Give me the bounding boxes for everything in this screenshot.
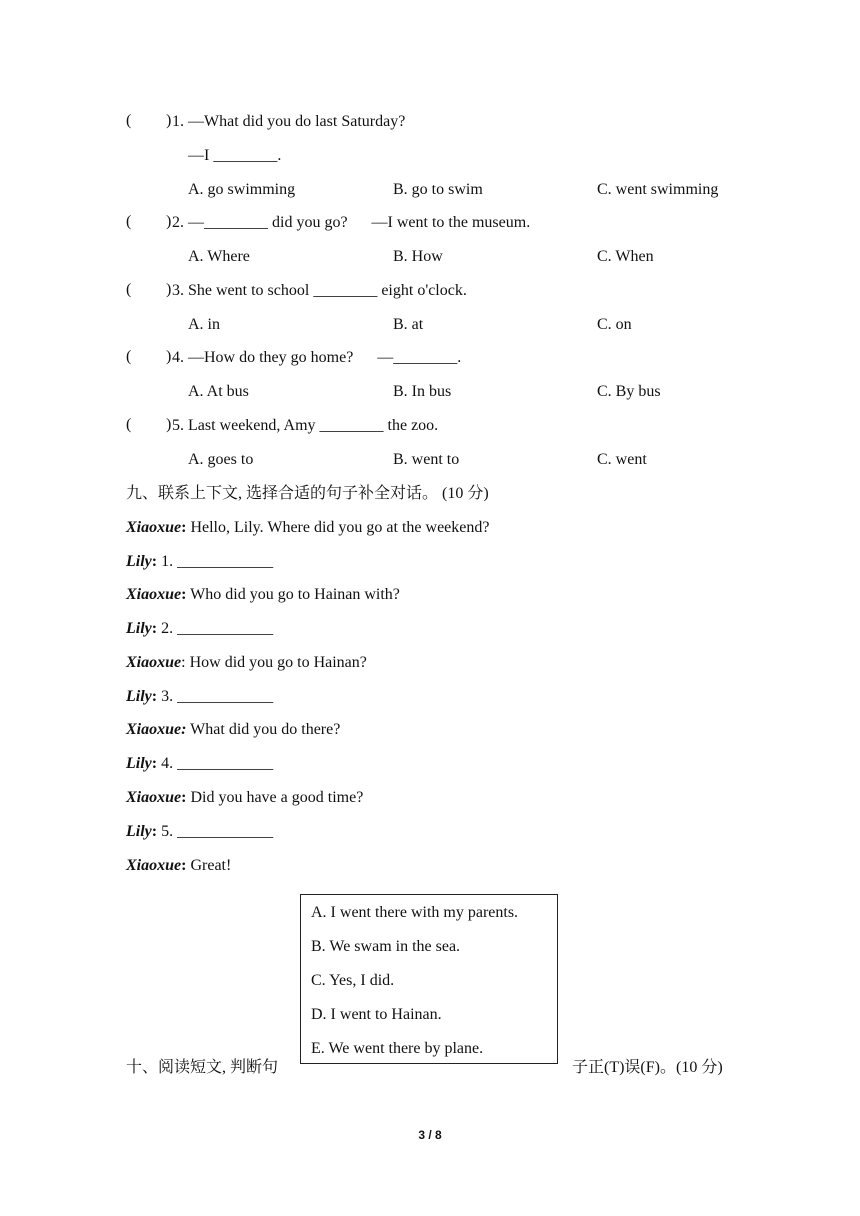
answer-paren-open: (: [126, 348, 132, 365]
answer-paren-close: ): [166, 213, 172, 230]
question-text: 3. She went to school ________ eight o'clock.: [172, 282, 467, 299]
answer-paren-open: (: [126, 416, 132, 433]
dialog-text: 4. ____________: [157, 755, 274, 772]
answer-paren-close: ): [166, 348, 172, 365]
dialog-line: [126, 552, 273, 572]
speaker-colon: :: [151, 553, 158, 570]
page-number: 3 / 8: [418, 1128, 442, 1142]
speaker-name: Lily: [126, 755, 152, 772]
answer-paren-open: (: [126, 112, 132, 129]
option-b: B. went to: [393, 451, 460, 468]
option-c: C. By bus: [597, 383, 661, 400]
option-a: A. At bus: [188, 383, 249, 400]
dialog-line: [126, 788, 363, 808]
dialog-line: [126, 754, 273, 774]
speaker-name: Xiaoxue: [126, 586, 182, 603]
speaker-name: Xiaoxue: [126, 654, 182, 671]
answer-paren-close: ): [166, 112, 172, 129]
speaker-colon: :: [181, 586, 187, 603]
option-a: A. goes to: [188, 451, 254, 468]
speaker-colon: :: [181, 519, 187, 536]
section-9-title: 九、联系上下文, 选择合适的句子补全对话。 (10 分): [126, 485, 489, 502]
dialog-line: [126, 585, 400, 605]
question-text: 5. Last weekend, Amy ________ the zoo.: [172, 417, 439, 434]
question-text: 2. —________ did you go? —I went to the museum.: [172, 214, 531, 231]
options-box: [300, 894, 558, 1064]
answer-paren-close: ): [166, 281, 172, 298]
option-a: A. I went there with my parents.: [311, 904, 519, 921]
section-10-title-right: 子正(T)误(F)。(10 分): [572, 1059, 723, 1076]
answer-paren-open: (: [126, 213, 132, 230]
dialog-line: [126, 687, 273, 707]
dialog-line: [126, 619, 273, 639]
dialog-line: [126, 856, 231, 876]
dialog-text: Great!: [186, 857, 232, 874]
option-b: B. We swam in the sea.: [311, 938, 461, 955]
answer-paren-open: (: [126, 281, 132, 298]
option-c: C. When: [597, 248, 654, 265]
option-b: B. In bus: [393, 383, 452, 400]
speaker-name: Lily: [126, 553, 152, 570]
speaker-colon: :: [181, 857, 187, 874]
dialog-line: [126, 518, 489, 538]
speaker-colon: :: [151, 823, 158, 840]
dialog-text: 5. ____________: [157, 823, 274, 840]
speaker-colon: :: [181, 789, 187, 806]
option-e: E. We went there by plane.: [311, 1040, 484, 1057]
speaker-name: Xiaoxue: [126, 789, 182, 806]
dialog-text: Who did you go to Hainan with?: [186, 586, 400, 603]
speaker-name: Lily: [126, 823, 152, 840]
question-text: 4. —How do they go home? —________.: [172, 349, 462, 366]
speaker-name: Lily: [126, 620, 152, 637]
dialog-text: What did you do there?: [186, 721, 341, 738]
option-b: B. go to swim: [393, 181, 483, 198]
section-10-title-left: 十、阅读短文, 判断句: [126, 1059, 279, 1076]
dialog-text: 1. ____________: [157, 553, 274, 570]
dialog-text: 3. ____________: [157, 688, 274, 705]
dialog-text: Hello, Lily. Where did you go at the weekend?: [186, 519, 490, 536]
option-c: C. went swimming: [597, 181, 719, 198]
dialog-line: [126, 653, 367, 673]
option-b: B. How: [393, 248, 443, 265]
option-a: A. in: [188, 316, 220, 333]
option-a: A. Where: [188, 248, 250, 265]
option-b: B. at: [393, 316, 424, 333]
question-line-2: —I ________.: [188, 147, 282, 164]
speaker-colon: :: [151, 620, 158, 637]
speaker-colon: :: [151, 688, 158, 705]
speaker-colon: :: [181, 654, 186, 671]
speaker-name: Lily: [126, 688, 152, 705]
speaker-name: Xiaoxue: [126, 519, 182, 536]
option-c: C. Yes, I did.: [311, 972, 395, 989]
option-c: C. on: [597, 316, 632, 333]
question-text: 1. —What did you do last Saturday?: [172, 113, 406, 130]
dialog-text: How did you go to Hainan?: [185, 654, 367, 671]
speaker-colon: :: [151, 755, 158, 772]
option-d: D. I went to Hainan.: [311, 1006, 442, 1023]
dialog-line: [126, 822, 273, 842]
speaker-name: Xiaoxue: [126, 857, 182, 874]
dialog-line: [126, 720, 340, 740]
speaker-name: Xiaoxue:: [126, 721, 187, 738]
option-c: C. went: [597, 451, 647, 468]
option-a: A. go swimming: [188, 181, 296, 198]
dialog-text: Did you have a good time?: [186, 789, 364, 806]
answer-paren-close: ): [166, 416, 172, 433]
dialog-text: 2. ____________: [157, 620, 274, 637]
